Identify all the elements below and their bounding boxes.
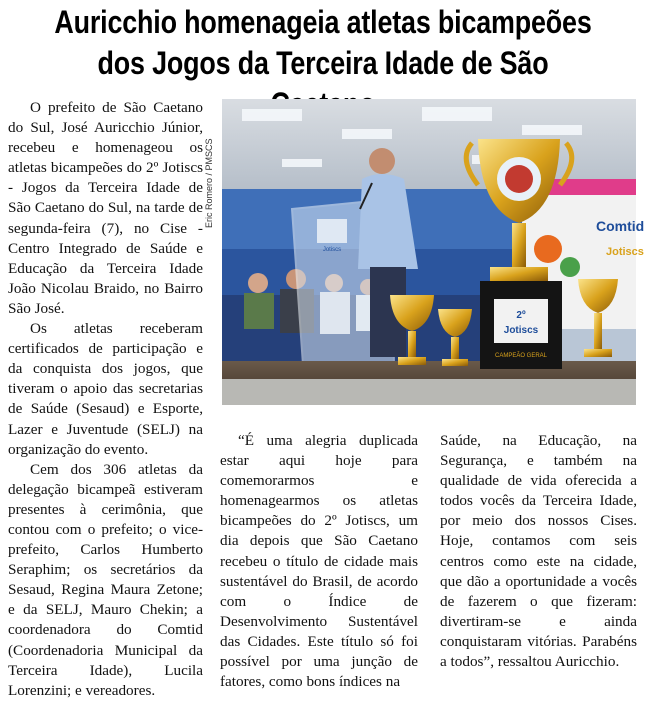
article-column-2 xyxy=(220,431,418,692)
event-photo xyxy=(222,99,645,405)
trophy-plaque: CAMPEÃO GERAL xyxy=(494,353,548,359)
banner-text: Comtid xyxy=(596,218,645,234)
article-paragraph: “É uma alegria duplicada estar aqui hoje para comemorarmos e homenagearmos os atletas bicampeões do 2º Jotiscs, um dia depois que São Caetano recebeu o título de cidade mais sustentável do Brasil, de acordo com o Índice de Desenvolvimento Sustentável das Cidades. Este título só foi possível por uma junção de fatores, como bons índices na xyxy=(220,432,418,691)
trophy-year: 2º xyxy=(516,310,526,321)
article-column-1 xyxy=(8,98,203,699)
article-column-3 xyxy=(440,431,637,672)
headline-line-1: Auricchio homenageia atletas bicampeões xyxy=(54,4,592,40)
article-paragraph: Os atletas receberam certificados de participação e da conquista dos jogos, que tiveram o apoio das secretarias de Saúde (Sesaud) e Esporte, Lazer e Juventude (SELJ) na organização do evento. xyxy=(8,320,203,458)
article-paragraph: Cem dos 306 atletas da delegação bicampeã estiveram presentes à cerimônia, que contou com o prefeito; o vice-prefeito, Carlos Humberto Seraphim; os secretários da Sesaud, Regina Maura Zetone; e da SELJ, Mauro Chekin; a coordenadora do Comtid (Coordenadoria Municipal da Terceira Idade), Lucila Lorenzini; e vereadores. xyxy=(8,460,203,699)
banner-text-2: Jotiscs xyxy=(606,246,644,258)
trophy-logo-text: Jotiscs xyxy=(503,325,539,336)
podium-logo-text: Jotiscs xyxy=(322,247,342,253)
article-paragraph: O prefeito de São Caetano do Sul, José Auricchio Júnior, recebeu e homenageou os atletas bicampeões do 2º Jotiscs - Jogos da Terceira Idade de São Caetano do Sul, na tarde de segunda-feira (7), no Cise - Centro Integrado de Saúde e Educação da Terceira Idade João Nicolau Braido, no Bairro São José. xyxy=(8,99,203,317)
photo-credit: Eric Romero / PMSCS xyxy=(204,138,214,228)
headline-line-2: dos Jogos da Terceira Idade de São xyxy=(97,45,549,81)
article-paragraph: Saúde, na Educação, na Segurança, e também na qualidade de vida oferecida a todos vocês da Terceira Idade, por meio dos nossos Cises. Hoje, contamos com seis centros como este na cidade, que dão a oportunidade a vocês de fazerem o que fizeram: divertiram-se e ainda conquistaram vitórias. Parabéns a todos”, ressaltou Auricchio. xyxy=(440,432,637,671)
